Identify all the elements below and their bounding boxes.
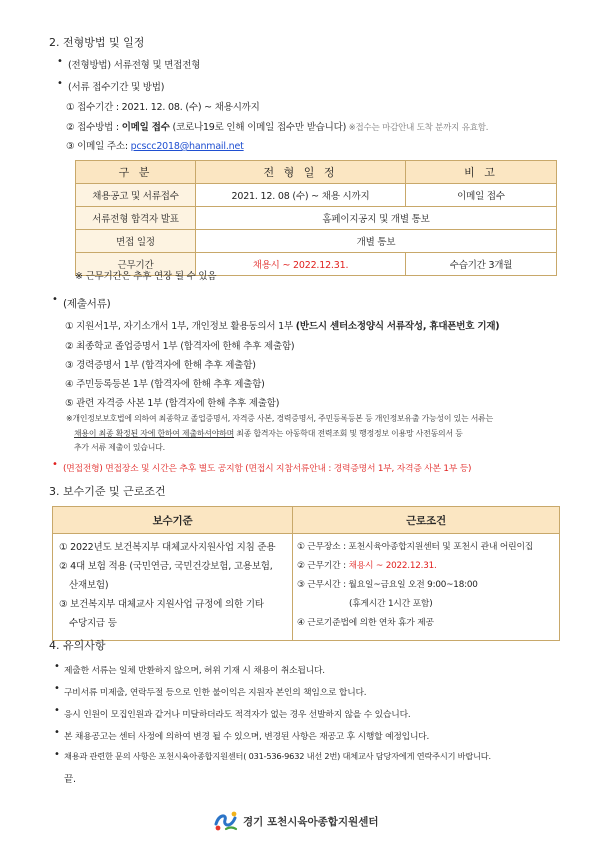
period-head: (서류 접수기간 및 방법) xyxy=(68,82,165,93)
notice-item-1: 제출한 서류는 일체 반환하지 않으며, 허위 기재 시 채용이 취소됩니다. xyxy=(64,666,325,676)
table-cell: 수습기간 3개월 xyxy=(406,253,557,276)
work-item-2-label: ② 근무기간 : xyxy=(297,561,349,571)
item3-prefix: ③ 이메일 주소: xyxy=(66,141,131,152)
table-header-cell: 근로조건 xyxy=(293,507,560,534)
bullet: • xyxy=(57,56,63,67)
table-header-row xyxy=(76,161,557,184)
end-mark: 끝. xyxy=(64,774,76,785)
table-row xyxy=(76,230,557,253)
period-item-3 xyxy=(66,138,244,152)
table-cell: 2021. 12. 08 (수) ~ 채용 시까지 xyxy=(196,184,406,207)
pay-item: ② 4대 보험 적용 (국민연금, 국민건강보험, 고용보험, xyxy=(59,561,273,572)
work-item: ④ 근로기준법에 의한 연차 휴가 제공 xyxy=(297,618,434,628)
section-3-title: 3. 보수기준 및 근로조건 xyxy=(49,485,166,498)
notice-item-2: 구비서류 미제출, 연락두절 등으로 인한 불이익은 지원자 본인의 책임으로 합니다. xyxy=(64,688,367,698)
work-item xyxy=(297,557,559,576)
pay-item: ① 2022년도 보건복지부 대체교사지원사업 지침 준용 xyxy=(59,542,276,553)
section-4-title: 4. 유의사항 xyxy=(49,639,106,652)
table-cell: 채용시 ~ 2022.12.31. xyxy=(196,253,406,276)
doc-item-2: ② 최종학교 졸업증명서 1부 (합격자에 한해 추후 제출함) xyxy=(65,341,295,352)
period-item-2 xyxy=(66,119,488,133)
table-cell: 면접 일정 xyxy=(76,230,196,253)
work-item: (휴게시간 1시간 포함) xyxy=(349,599,433,609)
center-logo-icon xyxy=(213,810,239,832)
doc-item-1-text: ① 지원서1부, 자기소개서 1부, 개인정보 활용동의서 1부 xyxy=(65,321,296,332)
notice-item-4: 본 채용공고는 센터 사정에 의하여 변경 될 수 있으며, 변경된 사항은 재공고 후 시행할 예정입니다. xyxy=(64,732,430,742)
bullet: • xyxy=(54,683,60,694)
interview-note: (면접전형) 면접장소 및 시간은 추후 별도 공지함 (면접시 지참서류안내 : 경력증명서 1부, 자격증 사본 1부 등) xyxy=(63,464,472,474)
doc-item-1 xyxy=(65,318,499,332)
pay-item: 수당지급 등 xyxy=(69,618,117,629)
bullet: • xyxy=(57,78,63,89)
doc-item-5: ⑤ 관련 자격증 사본 1부 (합격자에 한해 추후 제출함) xyxy=(65,398,280,409)
bullet: • xyxy=(52,294,58,305)
pay-item: 산재보험) xyxy=(69,580,109,591)
work-item: ③ 근무시간 : 월요일~금요일 오전 9:00~18:00 xyxy=(297,580,478,590)
notice-item-5: 채용과 관련한 문의 사항은 포천시육아종합지원센터( 031-536-9632 내선 2번) 대체교사 담당자에게 연락주시기 바랍니다. xyxy=(64,751,491,761)
bullet: • xyxy=(52,459,58,470)
bullet: • xyxy=(54,705,60,716)
footer-logo xyxy=(213,810,423,832)
section-2-title: 2. 전형방법 및 일정 xyxy=(49,36,145,49)
bullet: • xyxy=(54,727,60,738)
work-item: ① 근무장소 : 포천시육아종합지원센터 및 포천시 관내 어린이집 xyxy=(297,542,534,552)
item2-bold: 이메일 접수 xyxy=(121,122,170,133)
table-row xyxy=(76,207,557,230)
schedule-table xyxy=(75,160,557,276)
privacy-note-2 xyxy=(74,428,463,439)
table-row xyxy=(76,184,557,207)
period-item-1: ① 접수기간 : 2021. 12. 08. (수) ~ 채용시까지 xyxy=(66,102,260,113)
table-cell xyxy=(53,534,293,641)
privacy-note-2-underlined: 채용이 최종 확정된 자에 한하여 제출하셔야하며 xyxy=(74,429,234,438)
footer-org-name: 경기 포천시육아종합지원센터 xyxy=(243,816,379,828)
table-header-cell: 비 고 xyxy=(406,161,557,184)
table-cell xyxy=(293,534,560,641)
table-cell: 근무기간 xyxy=(76,253,196,276)
table-cell: 서류전형 합격자 발표 xyxy=(76,207,196,230)
doc-item-4: ④ 주민등록등본 1부 (합격자에 한해 추후 제출함) xyxy=(65,379,265,390)
table-cell: 개별 통보 xyxy=(196,230,557,253)
method-line: (전형방법) 서류전형 및 면접전형 xyxy=(68,60,201,71)
table-cell: 채용공고 및 서류접수 xyxy=(76,184,196,207)
privacy-note-3: 추가 서류 제출이 있습니다. xyxy=(74,443,165,452)
docs-head: (제출서류) xyxy=(63,298,111,310)
pay-item: ③ 보건복지부 대체교사 지원사업 규정에 의한 기타 xyxy=(59,599,264,610)
item2-note: ※접수는 마감안내 도착 분까지 유효함. xyxy=(346,123,489,133)
table-cell: 이메일 접수 xyxy=(406,184,557,207)
privacy-note-1: ※개인정보보호법에 의하여 최종학교 졸업증명서, 자격증 사본, 경력증명서, 주민등록등본 등 개인정보유출 가능성이 있는 서류는 xyxy=(66,414,494,423)
doc-item-1-bold: (반드시 센터소정양식 서류작성, 휴대폰번호 기재) xyxy=(295,321,500,332)
table-row xyxy=(53,534,560,641)
table-header-cell: 전 형 일 정 xyxy=(196,161,406,184)
table-header-cell: 구 분 xyxy=(76,161,196,184)
doc-item-3: ③ 경력증명서 1부 (합격자에 한해 추후 제출함) xyxy=(65,360,256,371)
table-header-cell: 보수기준 xyxy=(53,507,293,534)
bullet: • xyxy=(54,661,60,672)
table-note: ※ 근무기간은 추후 연장 될 수 있음 xyxy=(75,271,217,282)
email-link[interactable]: pcscc2018@hanmail.net xyxy=(130,141,244,152)
conditions-table xyxy=(52,506,560,641)
table-cell: 홈페이지공지 및 개별 통보 xyxy=(196,207,557,230)
notice-item-3: 응시 인원이 모집인원과 같거나 미달하더라도 적격자가 없는 경우 선발하지 않을 수 있습니다. xyxy=(64,710,411,720)
item2-rest: (코로나19로 인해 이메일 접수만 받습니다) xyxy=(169,122,347,133)
item2-prefix: ② 접수방법 : xyxy=(66,122,122,133)
work-period: 채용시 ~ 2022.12.31. xyxy=(348,561,437,571)
bullet: • xyxy=(54,749,60,760)
table-header-row xyxy=(53,507,560,534)
privacy-note-2-rest: 최종 합격자는 아동학대 전력조회 및 행정정보 이용망 사전동의서 등 xyxy=(234,429,463,438)
